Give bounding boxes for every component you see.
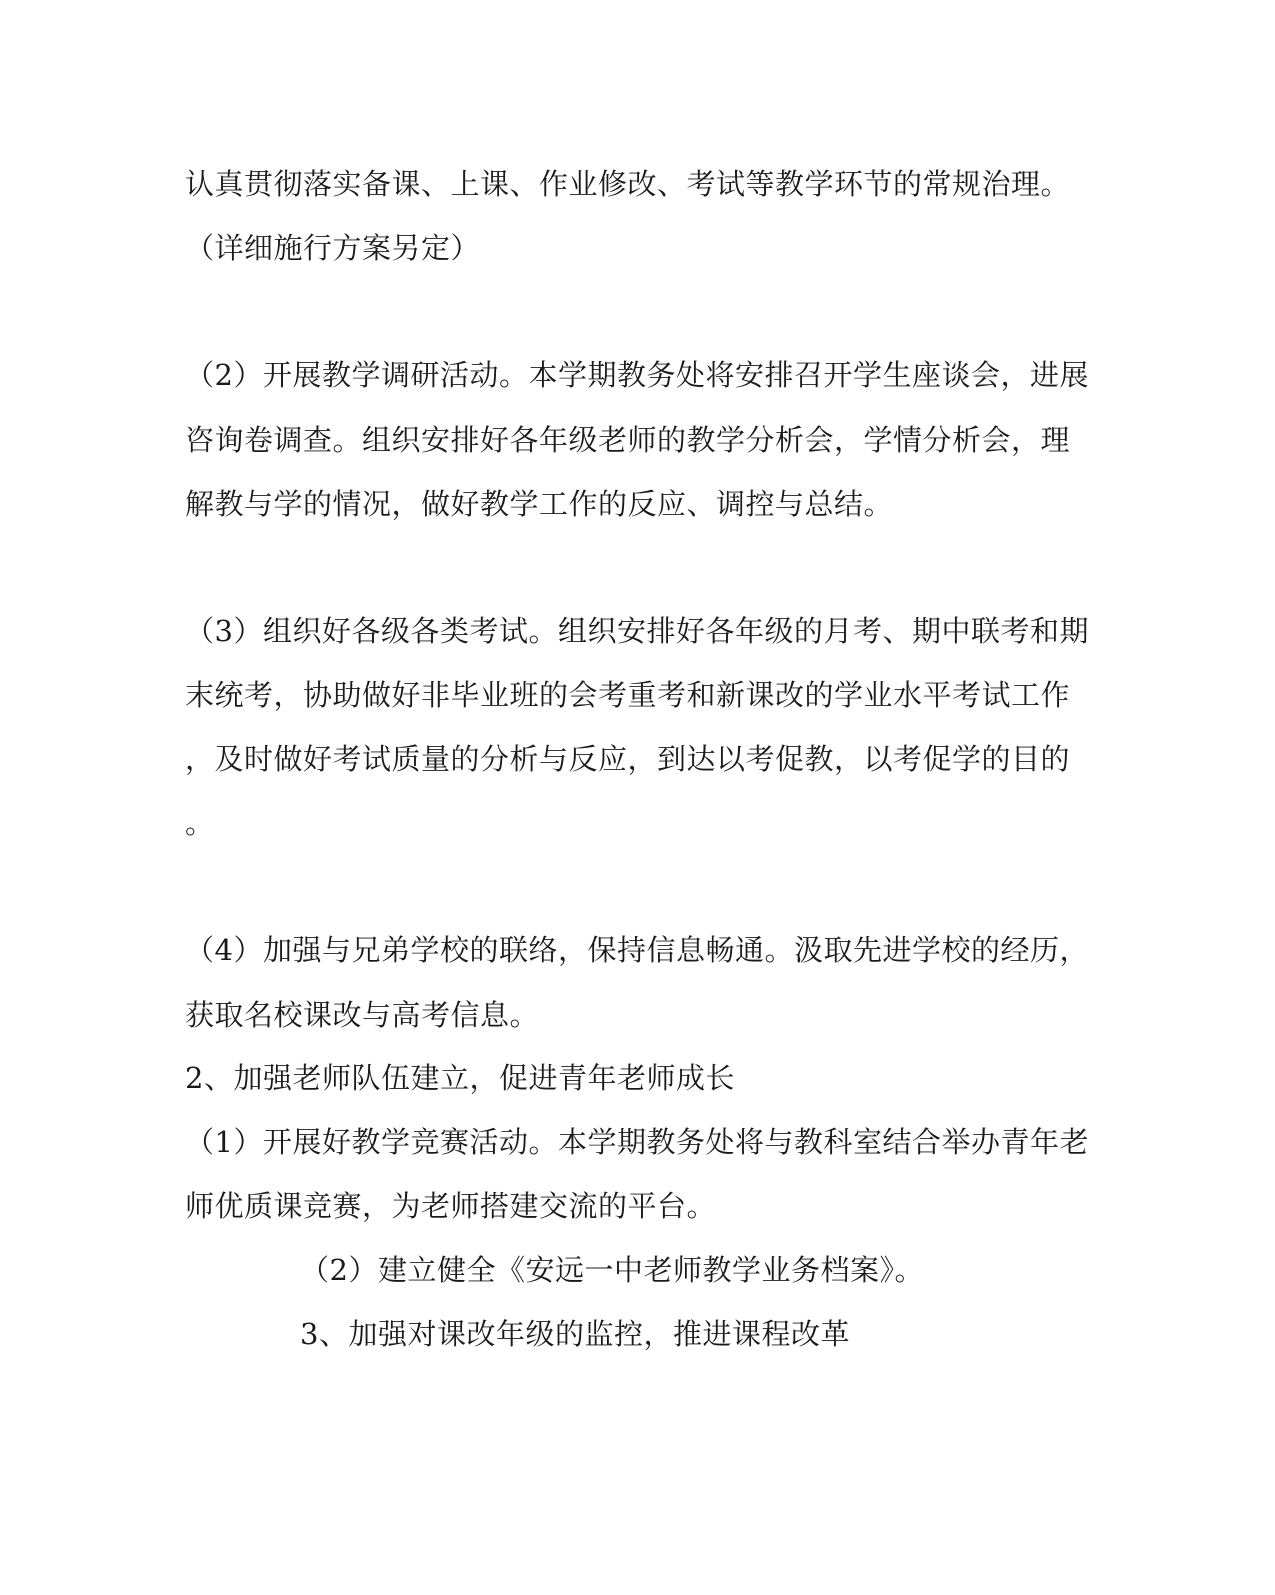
text-line-14: 师优质课竞赛，为老师搭建交流的平台。 [185, 1189, 717, 1223]
text-line-3: （2）开展教学调研活动。本学期教务处将安排召开学生座谈会，进展 [185, 358, 1089, 392]
text-line-7: 末统考，协助做好非毕业班的会考重考和新课改的学业水平考试工作 [185, 678, 1071, 712]
text-line-2: （详细施行方案另定） [185, 231, 481, 265]
text-line-5: 解教与学的情况，做好教学工作的反应、调控与总结。 [185, 487, 894, 521]
text-line-11: 获取名校课改与高考信息。 [185, 998, 540, 1032]
text-line-16: 3、加强对课改年级的监控，推进课程改革 [300, 1317, 850, 1351]
text-line-9: 。 [185, 806, 215, 840]
text-line-13: （1）开展好教学竞赛活动。本学期教务处将与教科室结合举办青年老 [185, 1125, 1089, 1159]
text-line-8: ，及时做好考试质量的分析与反应，到达以考促教，以考促学的目的 [185, 742, 1071, 776]
text-line-6: （3）组织好各级各类考试。组织安排好各年级的月考、期中联考和期 [185, 614, 1089, 648]
text-line-1: 认真贯彻落实备课、上课、作业修改、考试等教学环节的常规治理。 [185, 167, 1071, 201]
text-line-12: 2、加强老师队伍建立，促进青年老师成长 [185, 1061, 735, 1095]
text-line-15: （2）建立健全《安远一中老师教学业务档案》。 [300, 1253, 924, 1287]
text-line-4: 咨询卷调查。组织安排好各年级老师的教学分析会，学情分析会，理 [185, 423, 1071, 457]
text-line-10: （4）加强与兄弟学校的联络，保持信息畅通。汲取先进学校的经历， [185, 933, 1089, 967]
